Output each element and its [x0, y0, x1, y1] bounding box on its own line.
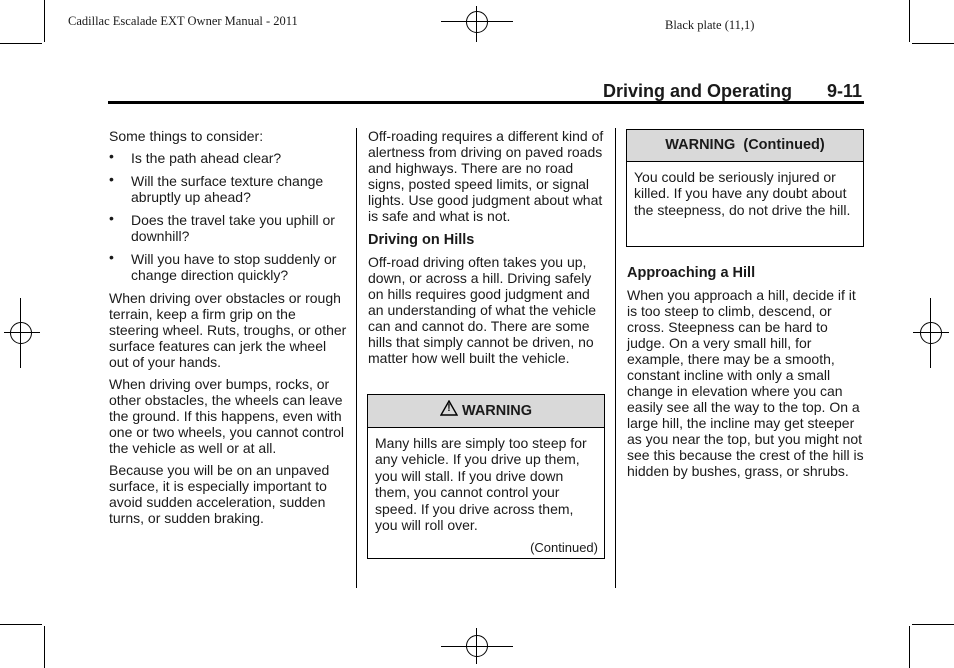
- print-header-right: Black plate (11,1): [665, 18, 755, 32]
- bullet-icon: •: [109, 171, 114, 187]
- crop-mark-top-right-v: [909, 0, 910, 42]
- crop-mark-top-right-h: [912, 43, 954, 44]
- paragraph: When driving over obstacles or rough terrain, keep a firm grip on the steering wheel. Ruts, troughs, or other surface features can jerk the wheel out of your hands.: [109, 290, 347, 370]
- print-header-left: Cadillac Escalade EXT Owner Manual - 2011: [68, 14, 298, 28]
- paragraph: When you approach a hill, decide if it is too steep to climb, descend, or cross. Steepness can be hard to judge. On a very small hill, for example, there may be a smooth, constant incline with only a small change in elevation where you can easily see all the way to the top. On a large hill, the incline may get steeper as you near the top, but you might not see this because the crest of the hill is hidden by bushes, grass, or shrubs.: [627, 287, 864, 479]
- column-divider-1: [356, 128, 357, 588]
- list-item: • Will the surface texture change abruptly up ahead?: [109, 171, 324, 205]
- bullet-icon: •: [109, 210, 114, 226]
- crop-mark-bottom-right-h: [912, 624, 954, 625]
- warning-continued-header: WARNING (Continued): [627, 130, 863, 162]
- column-2: [368, 128, 606, 372]
- continued-note: (Continued): [530, 540, 598, 555]
- bullet-icon: •: [109, 148, 114, 164]
- crop-mark-bottom-right-v: [909, 626, 910, 668]
- column-divider-2: [615, 128, 616, 588]
- crop-mark-top-left-v: [44, 0, 45, 42]
- page-number: 9-11: [827, 81, 863, 101]
- column-1: [109, 128, 349, 532]
- section-title: Driving and Operating: [603, 81, 793, 101]
- warning-body: Many hills are simply too steep for any vehicle. If you drive up them, you will stall. If you drive down them, you cannot control your speed. If you drive across them, you will roll over.: [375, 435, 587, 534]
- header-rule: [108, 101, 864, 104]
- paragraph: Off-roading requires a different kind of alertness from driving on paved roads and highways. There are no road signs, posted speed limits, or signal lights. Use good judgment about what is safe and what is not.: [368, 128, 604, 224]
- paragraph: Because you will be on an unpaved surface, it is especially important to avoid sudden acceleration, sudden turns, or sudden braking.: [109, 462, 330, 526]
- list-item: • Will you have to stop suddenly or change direction quickly?: [109, 249, 337, 283]
- list-item: • Does the travel take you uphill or downhill?: [109, 210, 335, 244]
- crop-mark-bottom-left-h: [0, 624, 42, 625]
- warning-continued-box: [626, 129, 864, 247]
- paragraph: When driving over bumps, rocks, or other obstacles, the wheels can leave the ground. If this happens, even with one or two wheels, you cannot control the vehicle as well or at all.: [109, 376, 345, 456]
- bullet-icon: •: [109, 249, 114, 265]
- warning-box: [367, 394, 605, 559]
- warning-header: [368, 395, 604, 428]
- list-item: • Is the path ahead clear?: [109, 148, 282, 166]
- warning-triangle-icon: !: [440, 400, 458, 416]
- heading-driving-on-hills: Driving on Hills: [368, 232, 475, 248]
- intro-text: Some things to consider:: [109, 128, 264, 144]
- warning-title: WARNING: [461, 403, 533, 419]
- paragraph: Off-road driving often takes you up, down, or across a hill. Driving safely on hills requires good judgment and an understanding of what the vehicle can and cannot do. There are some hills that simply cannot be driven, no matter how well built the vehicle.: [368, 254, 597, 366]
- column-3: [627, 257, 865, 485]
- crop-mark-bottom-left-v: [44, 626, 45, 668]
- heading-approaching-a-hill: Approaching a Hill: [627, 265, 756, 281]
- warning-continued-body: You could be seriously injured or killed. If you have any doubt about the steepness, do not drive the hill.: [634, 169, 851, 218]
- crop-mark-top-left-h: [0, 43, 42, 44]
- consider-list: [109, 150, 349, 283]
